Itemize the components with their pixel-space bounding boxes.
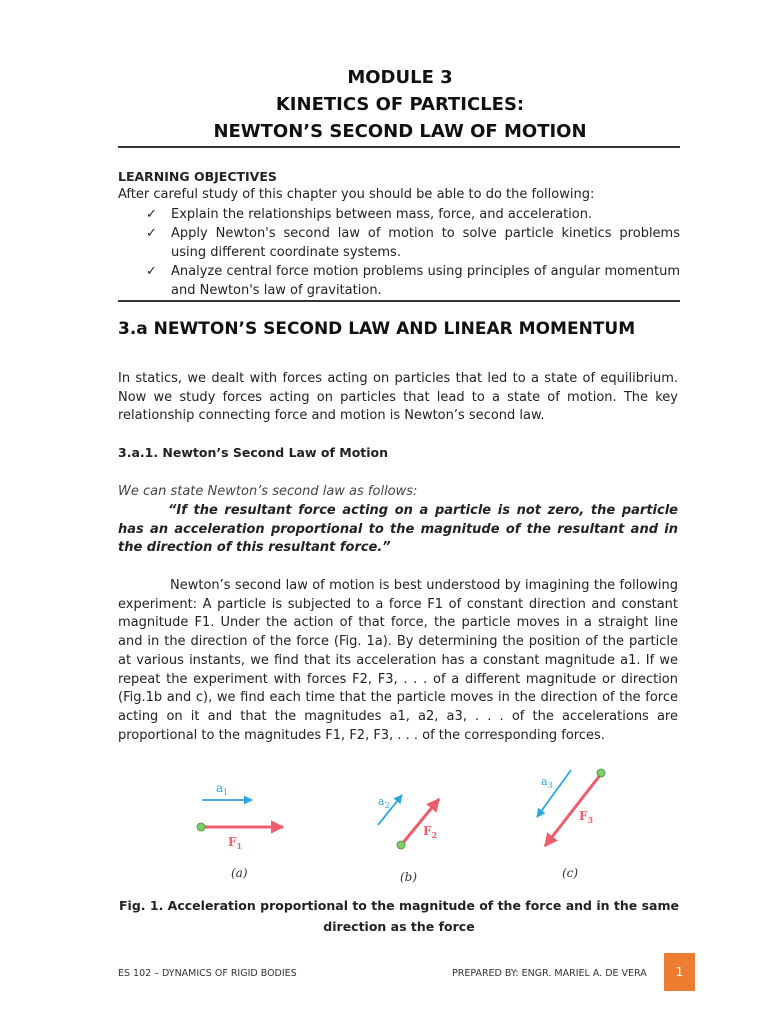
title-line-1: MODULE 3 [347,67,453,88]
objective-text: Explain the relationships between mass, force, and acceleration. [171,207,593,222]
objective-item [146,205,680,224]
caption-b: (b) [400,870,418,884]
label-F1: $F_1$ [228,835,243,851]
objective-item [146,262,680,300]
objective-text: Apply Newton's second law of motion to solve particle kinetics problems using different coordinate systems. [171,226,680,260]
caption-a: (a) [231,866,248,880]
objective-text: Analyze central force motion problems using principles of angular momentum and Newton's law of gravitation. [171,264,680,298]
objectives-list [146,205,680,300]
objective-item [146,224,680,262]
label-F2: $F_2$ [423,824,438,840]
objectives-heading: LEARNING OBJECTIVES [118,169,277,184]
checkmark-icon: ✓ [146,226,157,241]
checkmark-icon: ✓ [146,264,157,279]
particle-c [597,769,605,777]
statement-intro: We can state Newton’s second law as follows: [118,484,418,499]
footer-course: ES 102 – DYNAMICS OF RIGID BODIES [118,968,297,979]
objectives-intro: After careful study of this chapter you should be able to do the following: [118,187,595,202]
label-a2: $a_2$ [378,795,390,810]
section-intro-paragraph: In statics, we dealt with forces acting on particles that led to a state of equilibrium. Now we study forces acting on particles that lead to a state of motion. The key relationship connecting force and motion is Newton’s second law. [118,371,678,424]
subsection-heading: 3.a.1. Newton’s Second Law of Motion [118,445,389,460]
divider-bottom [118,300,680,302]
experiment-paragraph: Newton’s second law of motion is best understood by imagining the following experiment: A particle is subjected to a force F1 of constant direction and constant magnitude F1. Under the action of that force, the particle moves in a straight line and in the direction of the force (Fig. 1a). By determining the position of the particle at various instants, we find that its acceleration has a constant magnitude a1. If we repeat the experiment with forces F2, F3, . . . of a different magnitude or direction (Fig.1b and c), we find each time that the particle moves in the direction of the force acting on it and that the magnitudes a1, a2, a3, . . . of the accelerations are proportional to the magnitudes F1, F2, F3, . . . of the corresponding forces. [118,578,678,743]
module-title [120,64,680,145]
label-F3: $F_3$ [579,809,594,825]
particle-b [397,841,405,849]
figure-1-diagram [150,760,650,890]
caption-c: (c) [562,866,579,880]
page-number: 1 [664,953,695,991]
footer-author: PREPARED BY: ENGR. MARIEL A. DE VERA [452,968,647,979]
title-line-2: KINETICS OF PARTICLES: [275,94,525,115]
force-arrow-c [545,774,601,846]
label-a1: $a_1$ [216,781,229,797]
label-a3: $a_3$ [541,775,553,790]
divider-top [118,146,680,148]
law-quote: “If the resultant force acting on a particle is not zero, the particle has an acceleration proportional to the magnitude of the resultant and in the direction of this resultant force.” [118,503,678,556]
checkmark-icon: ✓ [146,207,157,222]
figure-caption: Fig. 1. Acceleration proportional to the magnitude of the force and in the same direction as the force [119,898,679,934]
particle-a [197,823,205,831]
section-heading: 3.a NEWTON’S SECOND LAW AND LINEAR MOMENTUM [118,319,636,339]
title-line-3: NEWTON’S SECOND LAW OF MOTION [213,121,587,142]
